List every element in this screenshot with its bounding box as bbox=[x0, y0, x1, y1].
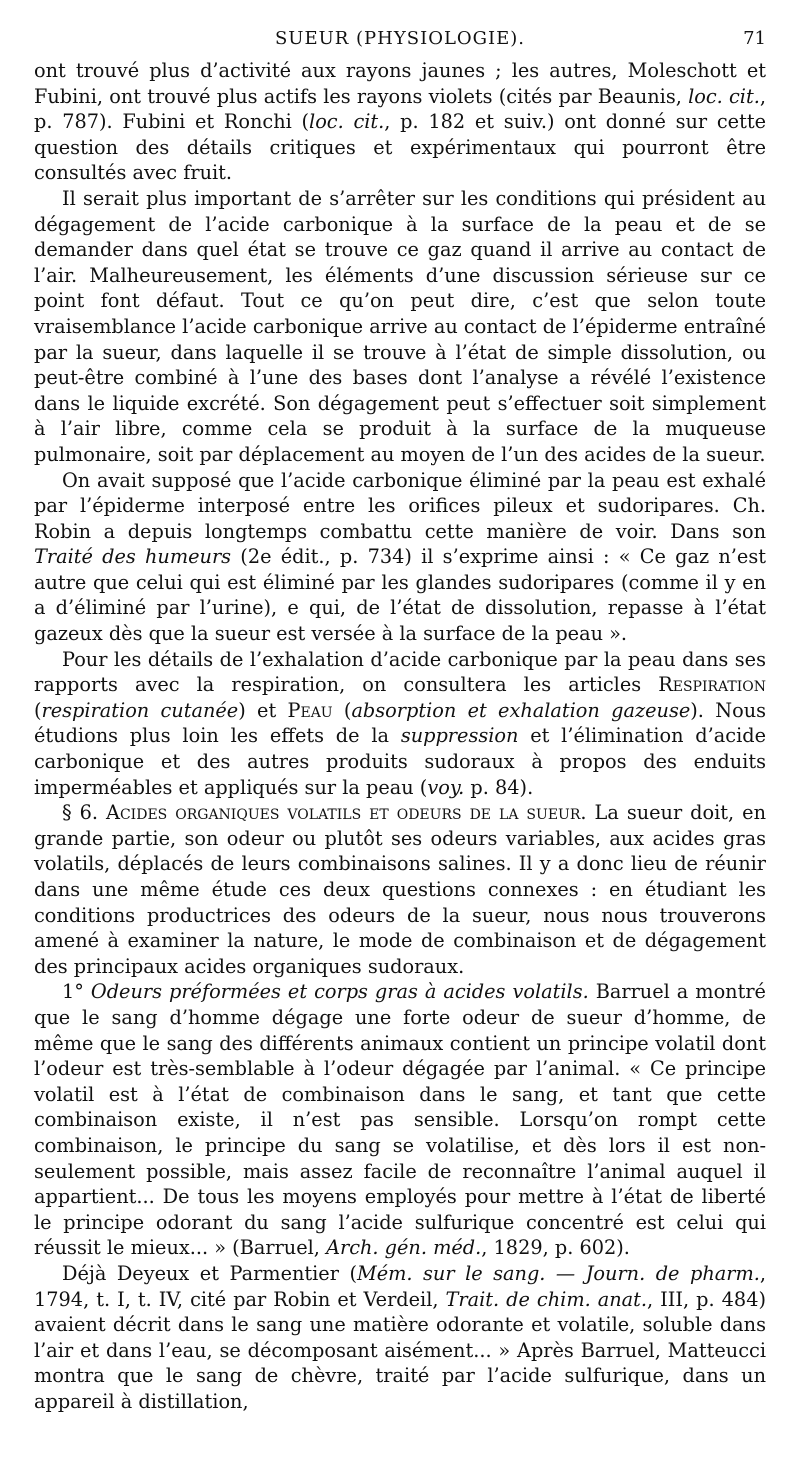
text-run: ( bbox=[34, 698, 42, 722]
small-caps-text: Acides organiques volatils et odeurs de la sueur. bbox=[106, 801, 587, 825]
text-run: Déjà Deyeux et Parmentier ( bbox=[62, 1261, 357, 1285]
paragraph bbox=[34, 979, 766, 1261]
italic-text: Mém. sur le sang. — Journ. de pharm. bbox=[356, 1261, 760, 1285]
text-run: 1° bbox=[62, 980, 91, 1004]
text-run: , 1794, t. I, t. IV, cité par Robin et Verdeil, bbox=[34, 1261, 766, 1311]
text-run: La sueur doit, en grande partie, son odeur ou plutôt ses odeurs variables, aux acides gras volatils, déplacés de leurs combinaisons salines. Il y a donc lieu de réunir dans une même étude ces deux questions connexes : en étudiant les conditions productrices des odeurs de la sueur, nous nous trouverons amené à examiner la nature, le mode de combinaison et de dégagement des principaux acides organiques sudoraux. bbox=[34, 801, 766, 978]
italic-text: Arch. gén. méd. bbox=[326, 1236, 482, 1260]
text-run: Il serait plus important de s’arrêter sur les conditions qui président au dégagement de l’acide carbonique à la surface de la peau et de se demander dans quel état se trouve ce gaz quand il arrive au contact de l’air. Malheureusement, les éléments d’une discussion sérieuse sur ce point font défaut. Tout ce qu’on peut dire, c’est que selon toute vraisemblance l’acide carbonique arrive au contact de l’épiderme entraîné par la sueur, dans laquelle il se trouve à l’état de simple dissolution, ou peut-être combiné à l’une des bases dont l’analyse a révélé l’existence dans le liquide excrété. Son dégagement peut s’effectuer soit simplement à l’air libre, comme cela se produit à la surface de la muqueuse pulmonaire, soit par déplacement au moyen de l’un des acides de la sueur. bbox=[34, 186, 766, 466]
text-run: p. 84). bbox=[464, 775, 534, 799]
text-run: , p. 787). Fubini et Ronchi ( bbox=[34, 84, 766, 134]
text-run: ont trouvé plus d’activité aux rayons jaunes ; les autres, Moleschott et Fubini, ont trouvé plus actifs les rayons violets (cités par Beaunis, bbox=[34, 59, 766, 108]
small-caps-text: Peau bbox=[287, 698, 333, 722]
running-head: SUEUR (PHYSIOLOGIE). bbox=[274, 28, 526, 49]
paragraph bbox=[34, 58, 766, 186]
text-run: et l’élimination d’acide carbonique et des autres produits sudoraux à propos des enduits imperméables et appliqués sur la peau ( bbox=[34, 724, 766, 799]
paragraph bbox=[34, 800, 766, 979]
text-run: On avait supposé que l’acide carbonique éliminé par la peau est exhalé par l’épiderme interposé entre les orifices pileux et sudoripares. Ch. Robin a depuis longtemps combattu cette manière de voir. Dans son bbox=[34, 468, 766, 543]
text-run: ( bbox=[332, 698, 352, 722]
paragraph bbox=[34, 647, 766, 801]
italic-text: Traité des humeurs bbox=[34, 545, 232, 569]
text-run: Barruel a montré que le sang d’homme dégage une forte odeur de sueur d’homme, de même que le sang des différents animaux contient un principe volatil dont l’odeur est très-semblable à l’odeur dégagée par l’animal. « Ce principe volatil est à l’état de combinaison dans le sang, et tant que cette combinaison existe, il n’est pas sensible. Lorsqu’on rompt cette combinaison, le principe du sang se volatilise, et dès lors il est non-seulement possible, mais assez facile de reconnaître l’animal auquel il appartient... De tous les moyens employés pour mettre à l’état de liberté le principe odorant du sang l’acide sulfurique concentré est celui qui réussit le mieux... » (Barruel, bbox=[34, 980, 766, 1260]
italic-text: respiration cutanée bbox=[41, 698, 239, 722]
text-run: , 1829, p. 602). bbox=[481, 1236, 630, 1260]
text-run: ). Nous étudions plus loin les effets de la bbox=[34, 698, 767, 748]
paragraph bbox=[34, 1261, 766, 1415]
italic-text: loc. cit. bbox=[688, 84, 760, 108]
page-number: 71 bbox=[743, 28, 766, 49]
italic-text: loc. cit. bbox=[309, 110, 385, 134]
text-run: , III, p. 484) avaient décrit dans le sang une matière odorante et volatile, soluble dans l’air et dans l’eau, se décomposant aisément... » Après Barruel, Matteucci montra que le sang de chèvre, traité par l’acide sulfurique, dans un appareil à distillation, bbox=[34, 1287, 766, 1413]
text-run: , p. 182 et suiv.) ont donné sur cette question des détails critiques et expérimentaux qui pourront être consultés avec fruit. bbox=[34, 110, 766, 185]
small-caps-text: Respiration bbox=[658, 673, 766, 697]
italic-text: suppression bbox=[400, 724, 519, 748]
paragraph bbox=[34, 468, 766, 647]
paragraph bbox=[34, 186, 766, 468]
text-run: ) et bbox=[238, 698, 288, 722]
italic-text: absorption et exhalation gazeuse bbox=[351, 698, 691, 722]
text-run: § 6. bbox=[62, 801, 107, 825]
page-header bbox=[34, 28, 766, 58]
italic-text: Odeurs préformées et corps gras à acides volatils. bbox=[90, 980, 589, 1004]
text-run: (2e édit., p. 734) il s’exprime ainsi : « Ce gaz n’est autre que celui qui est éliminé par les glandes sudoripares (comme il y en a d’éliminé par l’urine), e qui, de l’état de dissolution, repasse à l’état gazeux dès que la sueur est versée à la surface de la peau ». bbox=[34, 545, 766, 646]
text-run: Pour les détails de l’exhalation d’acide carbonique par la peau dans ses rapports avec la respiration, on consultera les articles bbox=[34, 647, 766, 697]
italic-text: Trait. de chim. anat. bbox=[445, 1287, 648, 1311]
italic-text: voy. bbox=[427, 775, 465, 799]
body-text bbox=[34, 58, 766, 1414]
